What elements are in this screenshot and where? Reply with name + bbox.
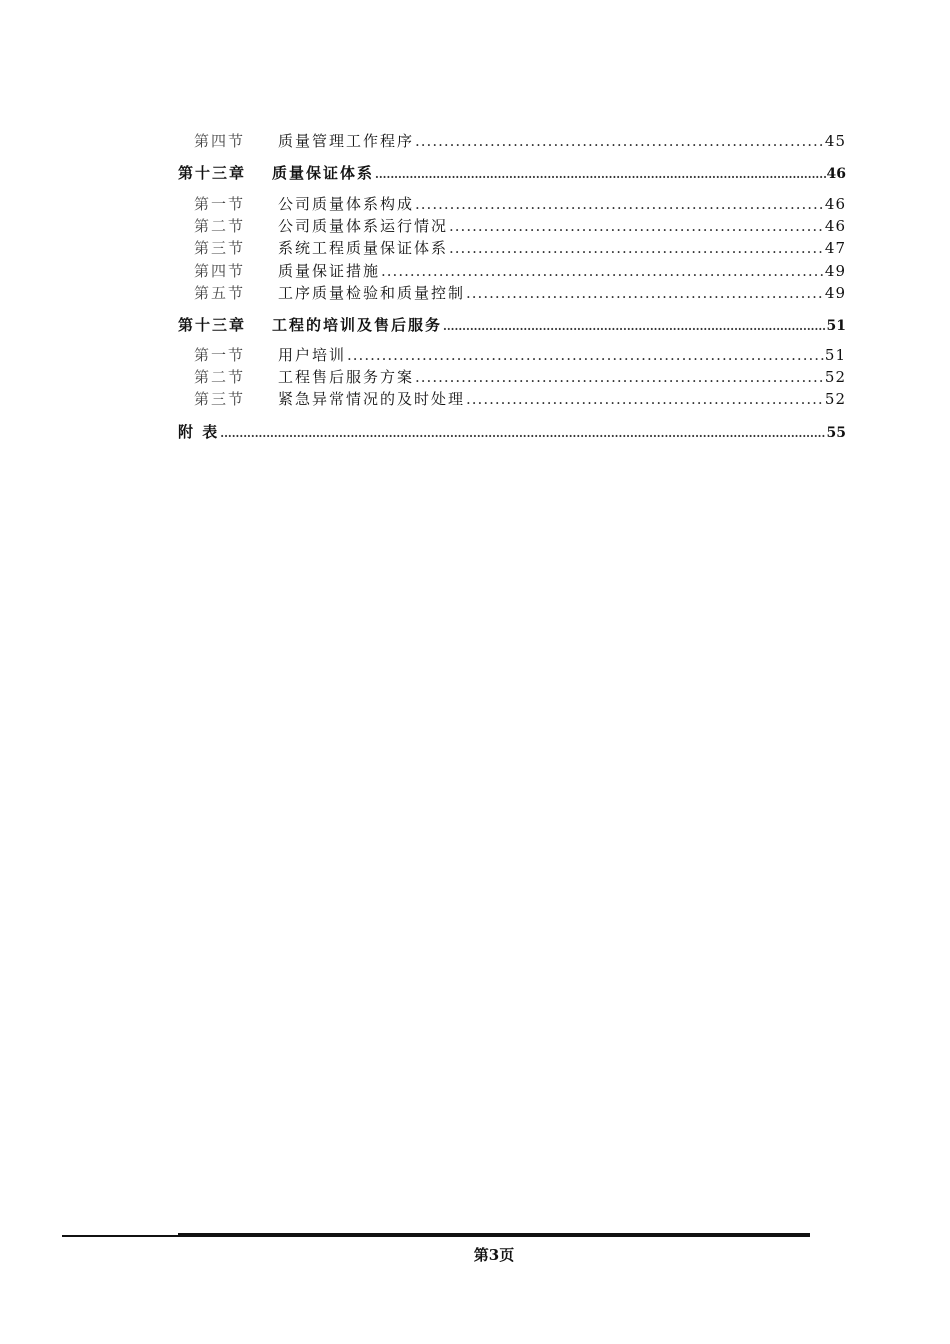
toc-entry-section[interactable] [178,282,846,304]
dot-leader [449,239,824,257]
toc-entry-number: 第一节 [194,346,246,364]
toc-entry-page: 51 [826,318,846,334]
toc-entry-number: 第四节 [194,132,246,150]
toc-entry-title: 质量保证措施 [278,262,381,280]
toc-entry-page: 46 [824,195,846,213]
toc-entry-section[interactable] [178,237,846,259]
dot-leader [466,284,824,302]
toc-entry-page: 51 [824,346,846,364]
toc-entry-number: 第五节 [194,284,246,302]
toc-entry-page: 52 [824,368,846,386]
toc-entry-number: 第四节 [194,262,246,280]
toc-entry-chapter[interactable] [178,314,846,336]
toc-entry-page: 45 [824,132,846,150]
dot-leader [375,164,826,182]
dot-leader [449,217,824,235]
toc-entry-title: 质量保证体系 [272,164,375,182]
toc-entry-page: 55 [826,425,846,441]
toc-entry-number: 第二节 [194,217,246,235]
dot-leader [220,423,825,441]
toc-entry-page: 47 [824,239,846,257]
toc-entry-title: 工程的培训及售后服务 [272,316,443,334]
dot-leader [415,132,824,150]
toc-entry-title: 质量管理工作程序 [278,132,415,150]
dot-leader [415,368,824,386]
page-number: 第3页 [473,1246,515,1264]
footer-rule-thin [62,1236,810,1237]
dot-leader [443,316,826,334]
toc-entry-number: 第十三章 [178,316,247,334]
toc-entry-page: 46 [824,217,846,235]
toc-entry-number: 第二节 [194,368,246,386]
toc-entry-number: 第十三章 [178,164,247,182]
dot-leader [466,390,824,408]
toc-entry-appendix[interactable] [178,421,846,443]
toc-entry-section[interactable] [178,260,846,282]
toc-entry-title: 用户培训 [278,346,347,364]
toc-entry-chapter[interactable] [178,162,846,184]
toc-entry-title: 公司质量体系构成 [278,195,415,213]
toc-entry-title: 公司质量体系运行情况 [278,217,449,235]
toc-entry-title: 工序质量检验和质量控制 [278,284,466,302]
toc-entry-page: 46 [826,166,846,182]
toc-entry-page: 52 [824,390,846,408]
toc-entry-title: 系统工程质量保证体系 [278,239,449,257]
toc-entry-section[interactable] [178,388,846,410]
toc-entry-section[interactable] [178,130,846,152]
toc-entry-number: 第一节 [194,195,246,213]
dot-leader [381,262,824,280]
toc-entry-page: 49 [824,284,846,302]
toc-entry-title: 工程售后服务方案 [278,368,415,386]
dot-leader [347,346,824,364]
toc-entry-section[interactable] [178,215,846,237]
dot-leader [415,195,824,213]
toc-entry-section[interactable] [178,344,846,366]
toc-entry-number: 第三节 [194,390,246,408]
toc-entry-section[interactable] [178,366,846,388]
toc-entry-title: 紧急异常情况的及时处理 [278,390,466,408]
toc-entry-number: 第三节 [194,239,246,257]
toc-entry-number: 附 表 [178,423,220,441]
toc-entry-section[interactable] [178,193,846,215]
toc-entry-page: 49 [824,262,846,280]
